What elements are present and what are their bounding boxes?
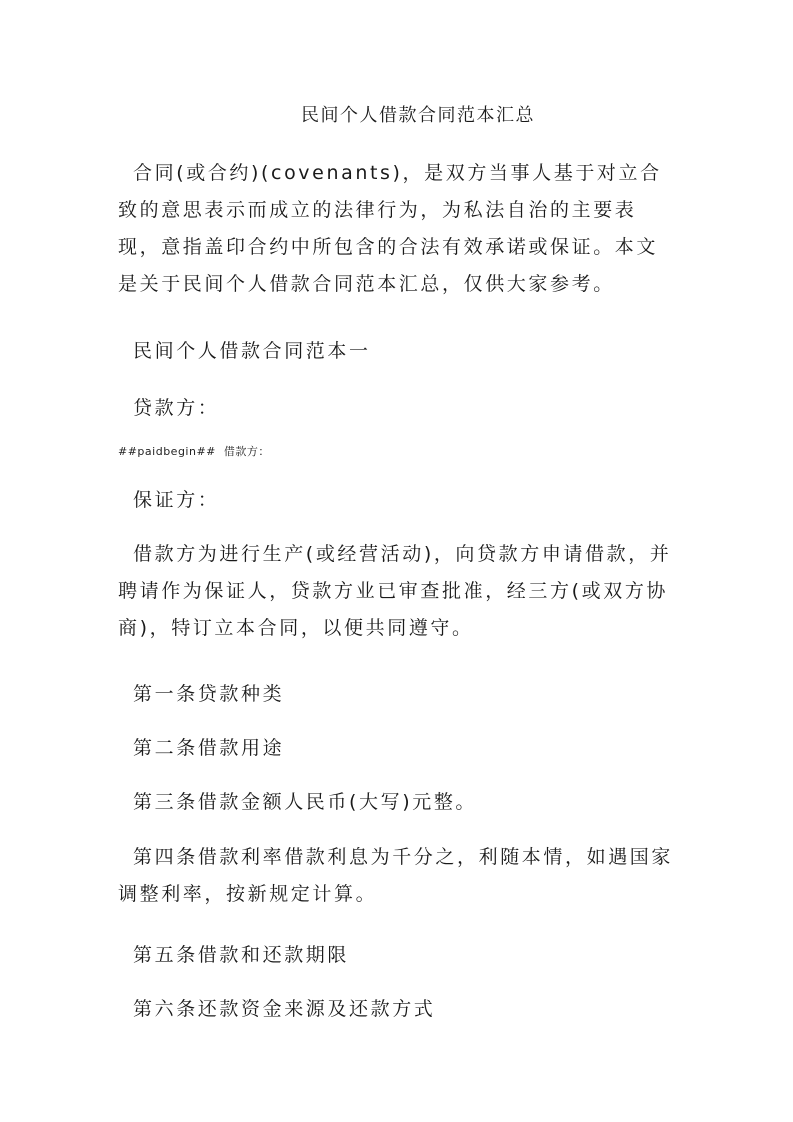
intro-paragraph: 合同(或合约)(covenants)，是双方当事人基于对立合致的意思表示而成立的法律行为，为私法自治的主要表现，意指盖印合约中所包含的合法有效承诺或保证。本文是关于民间个人借款合同范本汇总，仅供大家参考。 [118,162,662,295]
article-4: 第四条借款利率借款利息为千分之，利随本情，如遇国家调整利率，按新规定计算。 [118,846,674,905]
article-1: 第一条贷款种类 [133,683,285,705]
paid-marker: ##paidbegin## [118,445,216,458]
section-heading: 民间个人借款合同范本一 [133,340,371,362]
article-6: 第六条还款资金来源及还款方式 [133,998,436,1020]
lender-label: 贷款方： [133,397,220,419]
document-title: 民间个人借款合同范本汇总 [301,105,535,126]
borrower-label: 借款方： [223,445,270,458]
preamble-paragraph: 借款方为进行生产(或经营活动)，向贷款方申请借款，并聘请作为保证人，贷款方业已审查批准，经三方(或双方协商)，特订立本合同，以便共同遵守。 [118,543,672,639]
guarantor-label: 保证方： [133,489,220,511]
article-2: 第二条借款用途 [133,737,285,759]
article-5: 第五条借款和还款期限 [133,944,350,966]
borrower-line [118,444,270,460]
article-3: 第三条借款金额人民币(大写)元整。 [133,791,478,813]
